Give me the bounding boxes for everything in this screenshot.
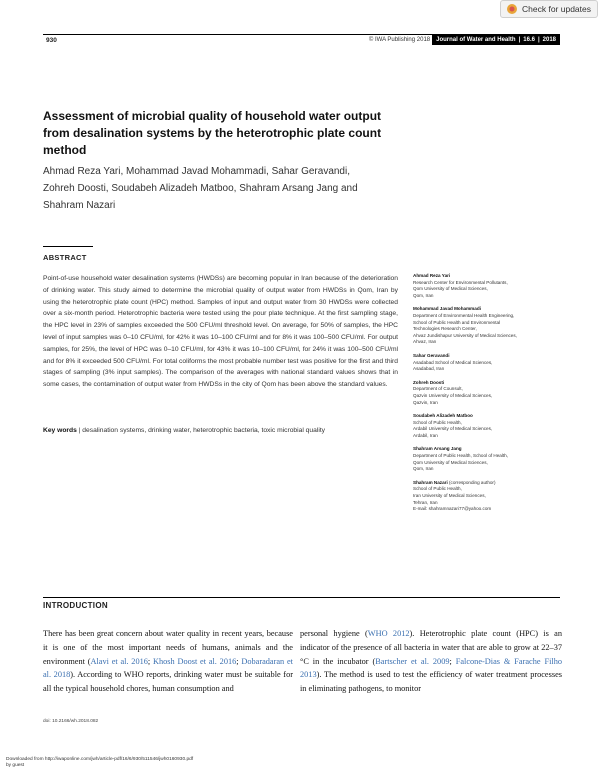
introduction-heading: INTRODUCTION bbox=[43, 601, 108, 610]
citation-link[interactable]: Falcone-Dias & Farache Filho 2013 bbox=[300, 656, 563, 680]
affiliation-block bbox=[413, 306, 563, 346]
affiliation-block bbox=[413, 446, 563, 472]
affiliation-block bbox=[413, 480, 563, 513]
download-line: Downloaded from http://iwaponline.com/jwh/article-pdf/16/6/930/511546/jwh0160930.pdf bbox=[6, 757, 194, 762]
affiliation-line: Qom, Iran bbox=[413, 292, 434, 298]
affiliation-author: Ahmad Reza Yari bbox=[413, 273, 451, 278]
abstract-rule bbox=[43, 246, 93, 247]
affiliation-line: Qom, Iran bbox=[413, 466, 434, 472]
affiliation-author: Zohreh Doosti bbox=[413, 379, 445, 385]
journal-name: Journal of Water and Health bbox=[436, 37, 516, 43]
check-for-updates-label: Check for updates bbox=[522, 4, 591, 14]
doi: doi: 10.2166/wh.2018.082 bbox=[43, 719, 99, 724]
affiliation-block bbox=[413, 273, 563, 299]
refresh-icon bbox=[506, 3, 518, 15]
affiliation-line: School of Public Health, bbox=[413, 419, 462, 425]
affiliation-line: Research Center for Environmental Pollutants, bbox=[413, 279, 508, 285]
affiliation-author: Soudabeh Alizadeh Matboo bbox=[413, 413, 473, 419]
affiliation-line: Ahvaz Jundishapur University of Medical Sciences, bbox=[413, 332, 517, 338]
journal-banner: Journal of Water and Health | 16.6 | 2018 bbox=[432, 35, 560, 45]
affiliation-line: Iran University of Medical Sciences, bbox=[413, 493, 486, 499]
citation-link[interactable]: WHO 2012 bbox=[367, 629, 410, 638]
affiliation-author: Mohammad Javad Mohammadi bbox=[413, 306, 481, 312]
affiliations bbox=[413, 273, 563, 520]
affiliation-author: Shahram Nazari (corresponding author) bbox=[413, 479, 496, 485]
citation-link[interactable]: Alavi et al. 2016 bbox=[90, 656, 148, 666]
introduction-rule bbox=[43, 597, 560, 598]
affiliation-line: School of Public Health, bbox=[413, 486, 462, 492]
affiliation-line: Asadabad, Iran bbox=[413, 366, 445, 372]
affiliation-author: Sahar Geravandi bbox=[413, 352, 450, 358]
keywords: Key words | desalination systems, drinking water, heterotrophic bacteria, toxic microbial quality bbox=[43, 427, 326, 434]
article-title: Assessment of microbial quality of household water output from desalination systems by the heterotrophic plate count method bbox=[43, 109, 382, 157]
affiliation-block bbox=[413, 353, 563, 373]
journal-year: 2018 bbox=[542, 37, 556, 43]
author-list: Ahmad Reza Yari, Mohammad Javad Mohammadi, Sahar Geravandi, Zohreh Doosti, Soudabeh Alizadeh Matboo, Shahram Arsang Jang and Shahram Nazari bbox=[43, 166, 358, 211]
keywords-label: Key words bbox=[43, 427, 77, 434]
affiliation-line: Ardabil University of Medical Sciences, bbox=[413, 426, 493, 432]
affiliation-block bbox=[413, 413, 563, 439]
affiliation-block bbox=[413, 380, 563, 406]
affiliation-line: Department of Environmental Health Engineering, bbox=[413, 312, 515, 318]
affiliation-line: Ahvaz, Iran bbox=[413, 339, 437, 345]
affiliation-line: Qom University of Medical Sciences, bbox=[413, 286, 488, 292]
abstract-text: Point-of-use household water desalination systems (HWDSs) are becoming popular in Iran because of the deterioration of drinking water. This study aimed to determine the microbial quality of output water from HWDSs in Qom, Iran by using the heterotrophic plate count (HPC) method. Samples of input and output water from 30 HWDSs were collected over a six-month period. Heterotrophic bacteria were tested using the pour plate technique. At the first sampling stage, the HPC level in 23% of samples exceeded the 500 CFU/ml threshold level. On average, for 50% of samples, the HPC level of input samples was 0–10 CFU/ml, for 42% it was 10–100 CFU/ml and for 8% it was 100–500 CFU/ml. For output samples, for 25%, the level of HPC was 0–10 CFU/ml, for 43% it was 10–100 CFU/ml, for 24% it was 100–500 CFU/ml and for 8% it exceeded 500 CFU/ml. For total coliforms the most probable number test was positive for the first and third stages of sampling (3% input samples). The comparison of the averages with national standard values shows that in some cases, the contamination of output water from HWDSs in the city of Qom has been above the standard values. bbox=[43, 275, 398, 389]
abstract-heading: ABSTRACT bbox=[43, 253, 87, 262]
journal-volume: 16.6 bbox=[523, 37, 535, 43]
corresponding-author-note: (corresponding author) bbox=[447, 479, 496, 485]
check-for-updates-button[interactable] bbox=[500, 0, 598, 18]
download-line: by guest bbox=[6, 762, 25, 768]
intro-column-left: There has been great concern about water quality in recent years, because it is one of the most important needs of humans, animals and the environment (Alavi et al. 2016; Khosh Doost et al. 2016; Dobaradaran et al. 2018). According to WHO reports, drinking water must be suitable for all the typical household chores, human consumption and bbox=[43, 629, 293, 694]
affiliation-line: Department of Counsult, bbox=[413, 386, 463, 392]
publisher: © IWA Publishing 2018 bbox=[368, 37, 431, 43]
affiliation-line: Tehran, Iran bbox=[413, 499, 438, 505]
affiliation-line: Qom University of Medical Sciences, bbox=[413, 459, 488, 465]
running-header bbox=[43, 34, 560, 45]
affiliation-line: E-mail: shahramnazari77@yahoo.com bbox=[413, 506, 492, 512]
affiliation-line: Technologies Research Center, bbox=[413, 326, 477, 332]
page-number: 930 bbox=[46, 36, 57, 44]
intro-column-right: personal hygiene (WHO 2012). Heterotrophic plate count (HPC) is an indicator of the presence of all bacteria in water that are able to grow at 22–37 °C in the incubator (Bartscher et al. 2009; Falcone-Dias & Farache Filho 2013). The method is used to test the efficiency of water treatment processes in eliminating pathogens, to monitor bbox=[300, 629, 563, 694]
citation-link[interactable]: Khosh Doost et al. 2016 bbox=[153, 656, 237, 666]
keywords-text: desalination systems, drinking water, heterotrophic bacteria, toxic microbial quality bbox=[82, 427, 326, 434]
download-notice bbox=[6, 757, 193, 768]
affiliation-line: School of Public Health and Environmental bbox=[413, 319, 501, 325]
affiliation-author: Shahram Arsang Jang bbox=[413, 446, 462, 452]
citation-link[interactable]: Bartscher et al. 2009 bbox=[375, 656, 450, 666]
header-right bbox=[369, 35, 560, 45]
affiliation-line: Asadabad School of Medical Sciences, bbox=[413, 359, 493, 365]
affiliation-line: Ardabil, Iran bbox=[413, 432, 438, 438]
affiliation-line: Qazvin, Iran bbox=[413, 399, 438, 405]
citation-link[interactable]: Dobaradaran et al. 2018 bbox=[43, 656, 293, 680]
affiliation-line: Department of Public Health, School of Health, bbox=[413, 453, 508, 459]
affiliation-line: Qazvin University of Medical Sciences, bbox=[413, 392, 493, 398]
